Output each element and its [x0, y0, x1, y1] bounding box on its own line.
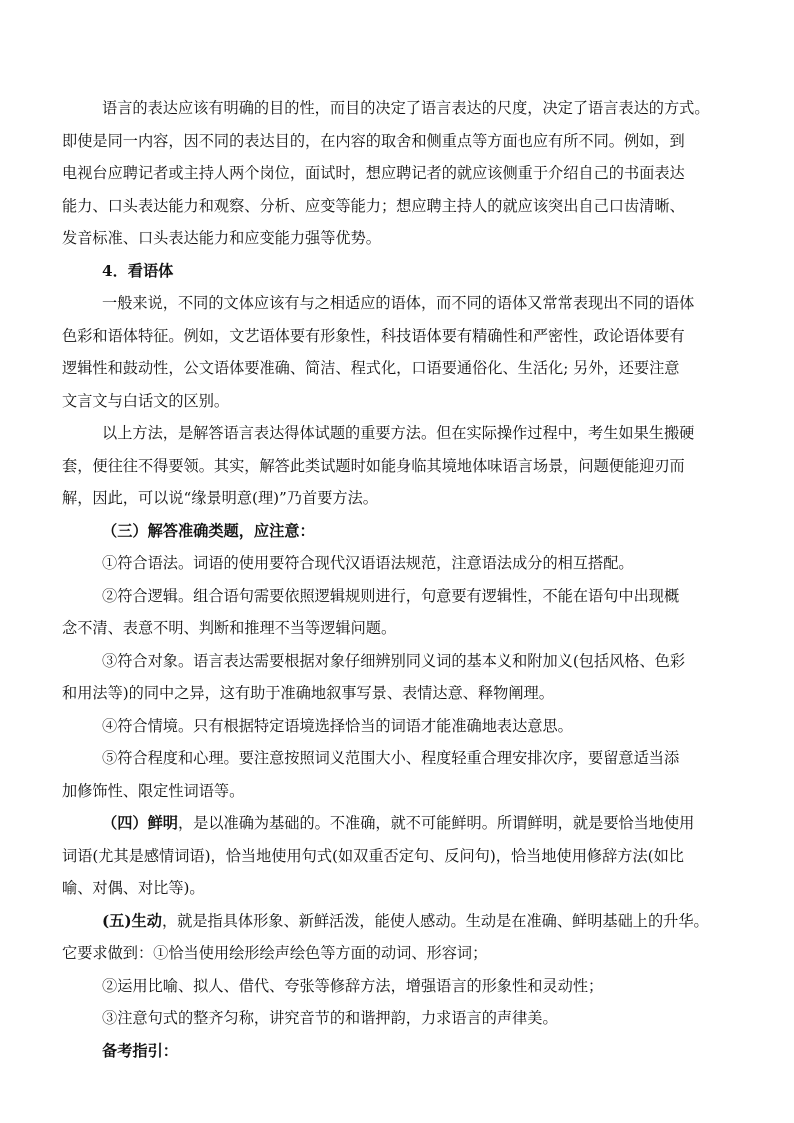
- document-body: [62, 92, 734, 1067]
- line-text: ②符合逻辑。组合语句需要依照逻辑规则进行，句意要有逻辑性，不能在语句中出现概: [102, 586, 680, 605]
- line-text: 电视台应聘记者或主持人两个岗位，面试时，想应聘记者的就应该侧重于介绍自己的书面表达: [62, 164, 685, 182]
- text-line: [62, 807, 734, 840]
- text-line: [62, 677, 734, 710]
- line-text: 加修饰性、限定性词语等。: [62, 781, 245, 800]
- bold-heading: 备考指引：: [102, 1041, 178, 1060]
- text-line: [62, 482, 734, 515]
- line-text: 能力、口头表达能力和观察、分析、应变等能力；想应聘主持人的就应该突出自己口齿清晰、: [62, 196, 685, 215]
- line-text: 一般来说，不同的文体应该有与之相适应的语体，而不同的语体又常常表现出不同的语体: [102, 294, 695, 312]
- text-line: [62, 775, 734, 808]
- text-line: [62, 1035, 734, 1068]
- line-text: 发音标准、口头表达能力和应变能力强等优势。: [62, 229, 381, 247]
- text-line: [62, 580, 734, 613]
- bold-heading: （四）鲜明: [102, 814, 178, 832]
- line-text: 文言文与白话文的区别。: [62, 391, 230, 410]
- text-line: [62, 255, 734, 288]
- line-text: ，是以准确为基础的。不准确，就不可能鲜明。所谓鲜明，就是要恰当地使用: [177, 814, 695, 832]
- line-text: ④符合情境。只有根据特定语境选择恰当的词语才能准确地表达意思。: [102, 716, 573, 735]
- text-line: [62, 320, 734, 353]
- line-text: ③注意句式的整齐匀称，讲究音节的和谐押韵，力求语言的声律美。: [102, 1009, 558, 1027]
- bold-heading: （三）解答准确类题，应注意：: [102, 521, 315, 540]
- text-line: [62, 385, 734, 418]
- text-line: [62, 547, 734, 580]
- text-line: [62, 450, 734, 483]
- line-text: 逻辑性和鼓动性，公文语体要准确、简洁、程式化，口语要通俗化、生活化; 另外，还要注意: [62, 359, 680, 377]
- line-text: 和用法等)的同中之异，这有助于准确地叙事写景、表情达意、释物阐理。: [62, 684, 554, 702]
- line-text: 喻、对偶、对比等)。: [62, 879, 205, 897]
- line-text: 解，因此，可以说“缘景明意(理)”乃首要方法。: [62, 489, 378, 507]
- bold-heading: 4．看语体: [102, 261, 174, 280]
- line-text: ⑤符合程度和心理。要注意按照词义范围大小、程度轻重合理安排次序，要留意适当添: [102, 749, 680, 767]
- line-text: 以上方法，是解答语言表达得体试题的重要方法。但在实际操作过程中，考生如果生搬硬: [102, 424, 695, 442]
- text-line: [62, 710, 734, 743]
- text-line: [62, 872, 734, 905]
- line-text: ①符合语法。词语的使用要符合现代汉语语法规范，注意语法成分的相互搭配。: [102, 554, 634, 572]
- text-line: [62, 970, 734, 1003]
- text-line: [62, 905, 734, 938]
- line-text: ②运用比喻、拟人、借代、夸张等修辞方法，增强语言的形象性和灵动性；: [102, 976, 604, 995]
- text-line: [62, 840, 734, 873]
- line-text: 即使是同一内容，因不同的表达目的，在内容的取舍和侧重点等方面也应有所不同。例如，到: [62, 131, 685, 150]
- text-line: [62, 612, 734, 645]
- text-line: [62, 1002, 734, 1035]
- text-line: [62, 937, 734, 970]
- text-line: [62, 92, 734, 125]
- text-line: [62, 417, 734, 450]
- text-line: [62, 190, 734, 223]
- text-line: [62, 352, 734, 385]
- line-text: 色彩和语体特征。例如，文艺语体要有形象性，科技语体要有精确性和严密性，政论语体要有: [62, 326, 685, 345]
- text-line: [62, 222, 734, 255]
- line-text: 词语(尤其是感情词语)，恰当地使用句式(如双重否定句、反问句)，恰当地使用修辞方法(如比: [62, 846, 684, 865]
- text-line: [62, 645, 734, 678]
- line-text: 它要求做到：①恰当使用绘形绘声绘色等方面的动词、形容词；: [62, 944, 488, 962]
- text-line: [62, 125, 734, 158]
- line-text: ③符合对象。语言表达需要根据对象仔细辨别同义词的基本义和附加义(包括风格、色彩: [102, 651, 686, 670]
- text-line: [62, 742, 734, 775]
- line-text: ，就是指具体形象、新鲜活泼，能使人感动。生动是在准确、鲜明基础上的升华。: [161, 911, 709, 930]
- line-text: 念不清、表意不明、判断和推理不当等逻辑问题。: [62, 619, 397, 637]
- text-line: [62, 515, 734, 548]
- line-text: 套，便往往不得要领。其实，解答此类试题时如能身临其境地体味语言场景，问题便能迎刃而: [62, 456, 685, 475]
- bold-heading: (五)生动: [102, 911, 162, 930]
- line-text: 语言的表达应该有明确的目的性，而目的决定了语言表达的尺度，决定了语言表达的方式。: [102, 99, 710, 117]
- text-line: [62, 157, 734, 190]
- text-line: [62, 287, 734, 320]
